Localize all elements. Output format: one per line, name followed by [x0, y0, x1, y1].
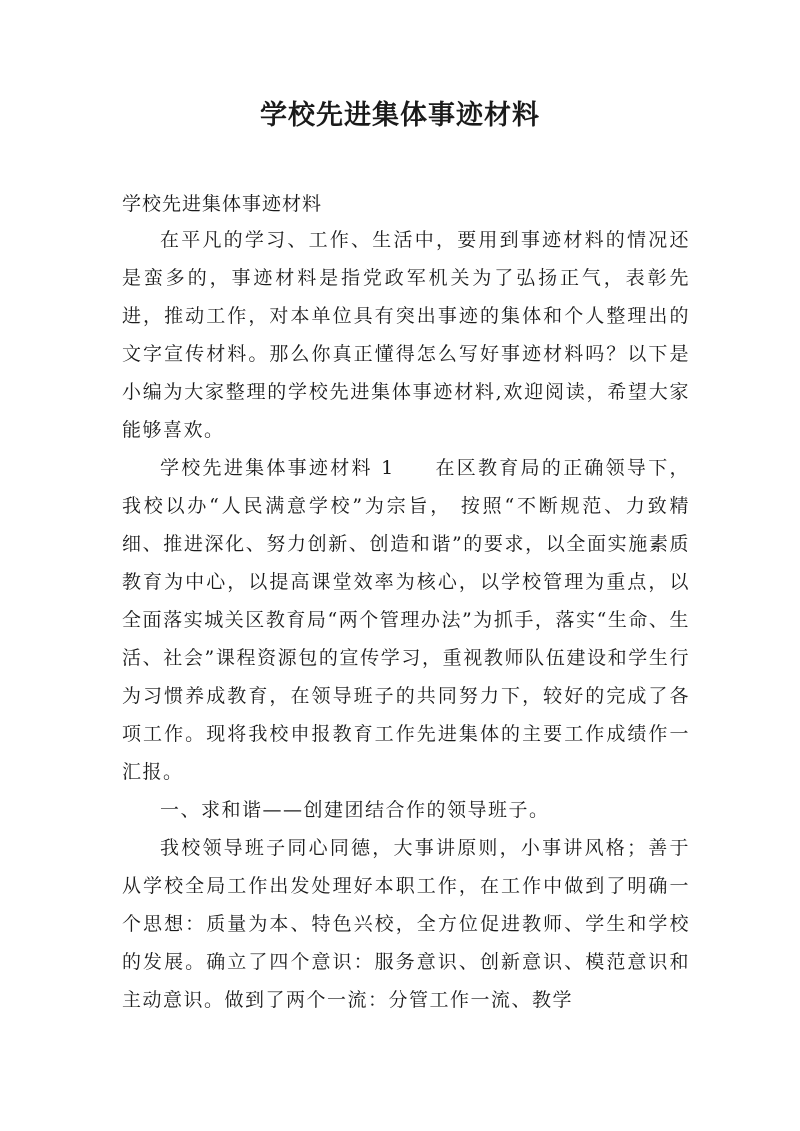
point-1-heading: 一、求和谐——创建团结合作的领导班子。: [160, 799, 550, 821]
document-title: 学校先进集体事迹材料: [260, 100, 540, 131]
section-1-paragraph: [122, 449, 690, 791]
section-1-body: 在区教育局的正确领导下，我校以办“人民满意学校”为宗旨， 按照“不断规范、力致精细、推进深化、努力创新、创造和谐”的要求，以全面实施素质教育为中心，以提高课堂效率为核心，以学校管理为重点，以全面落实城关区教育局“两个管理办法”为抓手，落实“生命、生活、社会”课程资源包的宣传学习，重视教师队伍建设和学生行为习惯养成教育，在领导班子的共同努力下，较好的完成了各项工作。现将我校申报教育工作先进集体的主要工作成绩作一汇报。: [122, 457, 690, 783]
document-body: [122, 221, 690, 1019]
intro-paragraph: 在平凡的学习、工作、生活中，要用到事迹材料的情况还是蛮多的，事迹材料是指党政军机关为了弘扬正气，表彰先进，推动工作，对本单位具有突出事迹的集体和个人整理出的文字宣传材料。那么你真正懂得怎么写好事迹材料吗？以下是小编为大家整理的学校先进集体事迹材料,欢迎阅读，希望大家能够喜欢。: [122, 229, 690, 441]
point-1-paragraph: 我校领导班子同心同德，大事讲原则，小事讲风格；善于从学校全局工作出发处理好本职工作，在工作中做到了明确一个思想：质量为本、特色兴校，全方位促进教师、学生和学校的发展。确立了四个意识：服务意识、创新意识、模范意识和主动意识。做到了两个一流：分管工作一流、教学: [122, 837, 690, 1011]
section-1-heading: 学校先进集体事迹材料 1: [160, 457, 395, 479]
document-subtitle: 学校先进集体事迹材料: [122, 193, 323, 215]
